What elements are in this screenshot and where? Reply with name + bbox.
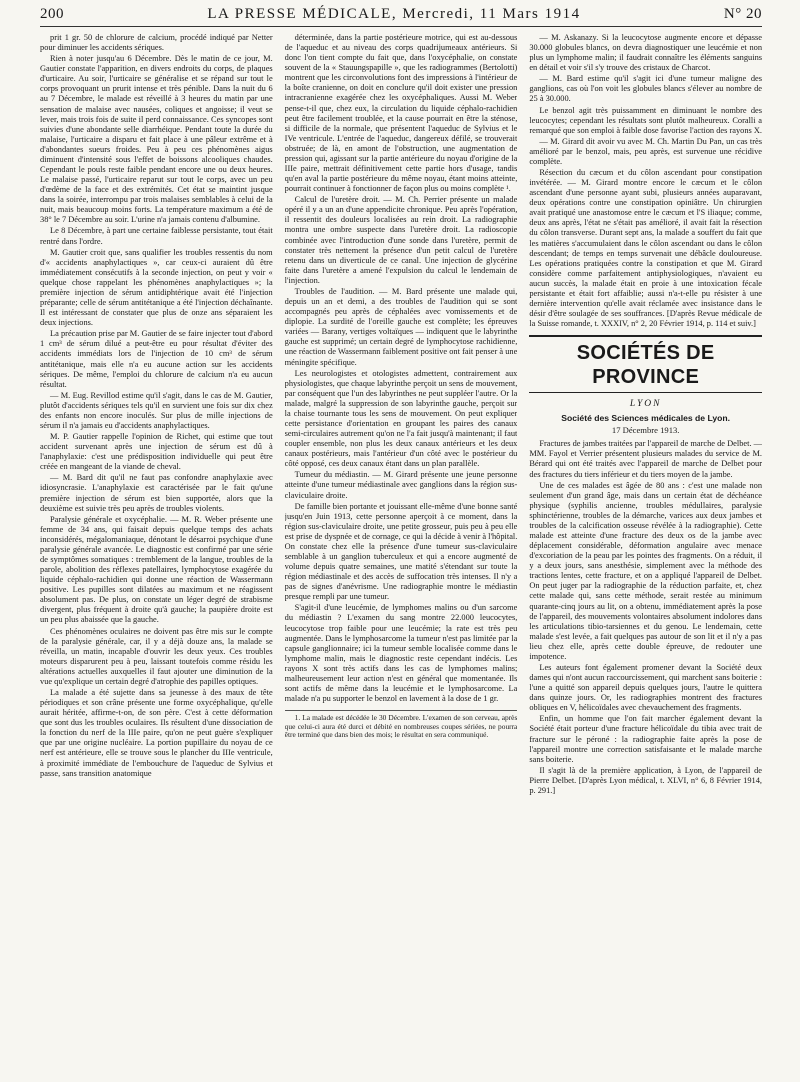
paragraph: Il s'agit là de la première application, à Lyon, de l'appareil de Pierre Delbet. [D'après Lyon médical, t. XLVI, n° 6, 8 Février 1914, p. 291.]: [529, 765, 763, 795]
paragraph: Résection du cæcum et du côlon ascendant pour constipation invétérée. — M. Girard montre encore le cæcum et le côlon ascendant d'une personne ayant subi, plusieurs années auparavant, deux opérations contre une constipation opiniâtre. Un chirurgien avait pratiqué une anastomose entre le cæcum et l'S iliaque; comme, deux ans après, l'état ne s'était pas amélioré, il avait fait la résection du côlon transverse. Durant sept ans, la malade a souffert du fait que les matières s'accumulaient dans le côlon ascendant ou dans le côlon descendant; de temps en temps survenait une débâcle douloureuse. Les opérations pratiquées contre la constipation et que M. Girard considère comme parfaitement antiphysiologiques, n'avaient eu aucun succès, la malade était en proie à une intoxication fécale persistante et était fort affaiblie; aussi n'a-t-elle pu résister à une dernière intervention qu'elle avait réclamée avec insistance dans le désir d'être soulagée de ses souffrances. [D'après Revue médicale de la Suisse romande, t. XXXIV, n° 2, 20 Février 1914, p. 114 et suiv.]: [529, 168, 763, 329]
paragraph: — M. Bard dit qu'il ne faut pas confondre anaphylaxie avec idiosyncrasie. L'anaphylaxie est caractérisée par le fait qu'une première injection de sérum est bien supportée, alors que la deuxième est suivie très peu après de troubles violents.: [40, 473, 273, 513]
page-number: 200: [40, 6, 64, 22]
paragraph: Le benzol agit très puissamment en diminuant le nombre des leucocytes; cependant les résultats sont plutôt malheureux. Coralli a remarqué que son emploi à faible dose favorise l'action des rayons X.: [529, 105, 763, 135]
section-city: LYON: [629, 399, 662, 410]
paragraph: La malade a été sujette dans sa jeunesse à des maux de tête périodiques et son crâne présente une forme oxycéphalique, qu'elle aurait héritée, affirme-t-on, de son père. C'est à cette déformation que sont dus les troubles oculaires. Ils résultent d'une dissociation de la fonction du nerf de la IIIe paire, qu'on ne peut guère s'expliquer que par une origine nucléaire. La portion pupillaire du noyau de ce nerf est antérieure, elle se trouve sous le plancher du IIIe ventricule, à proximité immédiate de l'embouchure de l'aqueduc de Sylvius et passe, sans transition anatomique: [40, 688, 273, 778]
paragraph: M. P. Gautier rappelle l'opinion de Richet, qui estime que tout accident survenant après une injection de sérum est dû à l'anaphylaxie: c'est une prédisposition individuelle qui peut être créée en mangeant de la viande de cheval.: [40, 432, 273, 472]
section-heading: SOCIÉTÉS DE PROVINCE: [529, 335, 762, 393]
paragraph: Tumeur du médiastin. — M. Girard présente une jeune personne atteinte d'une tumeur médiastinale avec ganglions dans la région sus-claviculaire droite.: [284, 470, 518, 500]
journal-title: LA PRESSE MÉDICALE, Mercredi, 11 Mars 1914: [207, 6, 581, 22]
paragraph: Enfin, un homme que l'on fait marcher également devant la Société était porteur d'une fracture hélicoïdale du tibia avec trait de fracture sur le péroné : la radiographie faite après la pose de l'appareil montre une correction satisfaisante et le malade marche sans boiterie.: [529, 714, 763, 764]
paragraph: Fractures de jambes traitées par l'appareil de marche de Delbet. — MM. Fayol et Verrier présentent plusieurs malades du service de M. Bérard qui ont été traités avec l'appareil de marche de Delbet pour des fractures du tiers inférieur et du tiers moyen de la jambe.: [529, 439, 763, 479]
paragraph: — M. Eug. Revillod estime qu'il s'agit, dans le cas de M. Gautier, plutôt d'accidents sériques tels qu'il en survient une fois sur dix chez des enfants non encore inoculés. Sur plus de mille injections de sérum il n'a jamais eu d'accidents anaphylactiques.: [40, 390, 273, 430]
paragraph: Ces phénomènes oculaires ne doivent pas être mis sur le compte de la paralysie générale, car, il y a déjà douze ans, la malade se réveilla, un matin, incapable d'ouvrir les deux yeux. Ces troubles moteurs disparurent peu à peu, laissant toutefois comme résidu les altérations actuelles auxquelles il faut ajouter une diminution de la vue qu'explique un certain degré d'atrophie des papilles optiques.: [40, 626, 273, 686]
society-name: Société des Sciences médicales de Lyon.: [561, 412, 731, 423]
column-3: [529, 33, 762, 1073]
issue-number: N° 20: [723, 6, 762, 22]
paragraph: déterminée, dans la partie postérieure motrice, qui est au-dessous de l'aqueduc et au niveau des corps quadrijumeaux antérieurs. Si donc l'on tient compte du fait que, dans l'oxycéphalie, on constate souvent de la « Stauungspapille », que les radiogrammes (Bertolotti) montrent que les circonvolutions font des impressions à l'intérieur de la boîte cranienne, on doit en conclure qu'il doit exister une pression intracranienne exagérée chez les oxycéphaliques. Aussi M. Weber pense-t-il que, chez eux, la circulation du liquide céphalo-rachidien peut être facilement troublée, et la cause pourrait en être la sténose, si difficile de la normale, que présentent l'aqueduc de Sylvius et le IVe ventricule. L'entrée de l'aqueduc, dangereux défilé, se trouverait obstruée; de là, en amont de l'obstruction, une augmentation de pression qui, agissant sur la partie antérieure du noyau d'origine de la IIIe paire, mettrait définitivement cette partie hors d'usage, tandis qu'en aval la partie postérieure du même noyau, étant moins atteinte, pourrait continuer à fonctionner de façon plus ou moins complète ¹.: [284, 33, 518, 194]
footnote: [285, 710, 518, 740]
paragraph: Le 8 Décembre, à part une certaine faiblesse persistante, tout était rentré dans l'ordre.: [40, 226, 273, 246]
paragraph: Troubles de l'audition. — M. Bard présente une malade qui, depuis un an et demi, a des troubles de l'audition qui se sont accompagnés peu après de céphalées avec vomissements et de diplopie. La surdité de l'oreille gauche est complète; les épreuves variées — Barany, vertiges voltaïques — indiquent que le labyrinthe gauche est supprimé; un certain degré de lymphocytose rachidienne, une réaction de Wassermann faiblement positive ont fait penser à une méningite spécifique.: [284, 286, 518, 367]
column-2: [285, 33, 518, 1073]
paragraph: — M. Girard dit avoir vu avec M. Ch. Martin Du Pan, un cas très amélioré par le benzol, mais, peu après, est survenue une récidive complète.: [529, 136, 763, 166]
paragraph: La précaution prise par M. Gautier de se faire injecter tout d'abord 1 cm³ de sérum dilué a peut-être eu pour résultat d'éviter des accidents immédiats lors de l'injection de 10 cm³ de sérum antitétanique, mais elle n'a eu aucune action sur les accidents sériques. De même, l'emploi du chlorure de calcium n'a eu aucun résultat.: [40, 329, 273, 389]
paragraph: De famille bien portante et jouissant elle-même d'une bonne santé jusqu'en Juin 1913, cette personne aperçoit à ce moment, dans la région sus-claviculaire droite, une petite grosseur, puis peu à peu elle est prise de dyspnée et de cornage, ce qui la décide à venir à l'hôpital. On constate chez elle la présence d'une tumeur sus-claviculaire semblable à un ganglion tuberculeux et qui a encore augmenté de volume depuis quatre semaines, une matité s'étendant sur toute la région médiastinale et des accès de suffocation très intenses. Il n'y a pas de signes d'anévrisme. Une radiographie montre le médiastin presque rempli par une tumeur.: [284, 501, 518, 602]
paragraph: Une de ces malades est âgée de 80 ans : c'est une malade non seulement d'un grand âge, mais dans un certain état de déchéance physique (syphilis ancienne, troubles médullaires, paralysie sphinctérienne, troubles de la démarche, varices aux deux jambes et troubles de la calcification osseuse révélée à la radiographie). Cette malade est atteinte d'une fracture des deux os de la jambe avec déplacement considérable, déformation angulaire avec menace d'excoriation de la peau par les pointes des fragments. On a réduit, il y a deux jours, sans anesthésie, simplement avec la méthode des tractions lentes, cette fracture, et on a appliqué l'appareil de Delbet. On peut juger par la radiographie de la réduction parfaite, et, chez cette malade qui, sans cette méthode, serait restée au minimum quarante-cinq jours au lit, on a obtenu, immédiatement après la pose de l'appareil, des mouvements volontaires absolument indolores dans les articulations tibio-tarsiennes et du genou. Le lendemain, cette malade s'est levée, a fait quelques pas autour de son lit et il n'y a pas lieu chez elle, après cette double épreuve, de redouter une impotence.: [529, 480, 763, 661]
paragraph: — M. Askanazy. Si la leucocytose augmente encore et dépasse 30.000 globules blancs, on devra diagnostiquer une leucémie et non plus un lymphome malin; il faudrait connaître les éléments sanguins en détail et voir s'il s'y trouve des cristaux de Charcot.: [529, 33, 763, 73]
paragraph: Calcul de l'uretère droit. — M. Ch. Perrier présente un malade opéré il y a un an d'une appendicite chronique. Peu après l'opération, il ressentit des douleurs localisées au rein droit. La radiographie montra une ombre suspecte dans l'uretère droit. La radioscopie combinée avec l'introduction d'une sonde dans l'uretère, permit de constater très nettement la présence d'un petit calcul de l'uretère retenu dans un diverticule de ce canal. Une injection de glycérine faite dans l'uretère a amené l'expulsion du calcul le lendemain de l'injection.: [284, 195, 518, 285]
meeting-date: 17 Décembre 1913.: [611, 424, 680, 435]
paragraph: S'agit-il d'une leucémie, de lymphomes malins ou d'un sarcome du médiastin ? L'examen du sang montre 22.000 leucocytes, leucocytose trop faible pour une leucémie; la rate est très peu augmentée. Dans le lymphosarcome la tumeur n'est pas limitée par la capsule ganglionnaire; ici la tumeur semble localisée comme dans le lymphome malin, mais le diagnostic reste cependant indécis. Les rayons X sont très actifs dans les cas de lymphomes malins; malheureusement leur action n'est en général que momentanée. Ils sont actifs de même dans la leucémie et le lymphosarcome. La malade n'a pu supporter le benzol en lavement à la dose de 1 gr.: [284, 603, 518, 704]
paragraph: Les auteurs font également promener devant la Société deux dames qui n'ont aucun raccourcissement, qui marchent sans boiterie : l'une a quitté son appareil depuis quelques jours, l'autre le quittera dans quinze jours. Or, les radiographies montrent des fractures obliques en V, hélicoïdales avec chevauchement des fragments.: [529, 663, 763, 713]
paragraph: Paralysie générale et oxycéphalie. — M. R. Weber présente une femme de 34 ans, qui faisait depuis quelque temps des achats inconsidérés, mégalomaniaque, dénotant le désarroi psychique d'une paralysie générale avancée. Le diagnostic est confirmé par une série de symptômes somatiques : tremblement de la langue, troubles de la parole, abolition des réflexes patellaires, lymphocytose exagérée du liquide céphalo-rachidien qui donne une réaction de Wassermann positive. Les pupilles sont dilatées au maximum et ne réagissent absolument pas. De plus, on constate un léger degré de strabisme divergent, plus fréquent à droite qu'à gauche; la paupière droite est un peu plus abaissée que la gauche.: [40, 514, 273, 625]
column-1: [40, 33, 273, 1073]
paragraph: M. Gautier croit que, sans qualifier les troubles ressentis du nom d'« accidents anaphylactiques », car ceux-ci auraient dû être immédiatement consécutifs à la seconde injection, on peut y voir « quelque chose rappelant les phénomènes anaphylactiques »; la première injection de sérum antidiphtérique avait été l'injection préparante; celle de sérum antitétanique a été l'injection déchaînante. Il est intéressant de constater que plus de onze ans séparaient les deux injections.: [40, 247, 273, 328]
paragraph: Rien à noter jusqu'au 6 Décembre. Dès le matin de ce jour, M. Gautier constate l'apparition, en divers endroits du corps, de plaques d'urticaire. Au soir, l'urticaire se généralise et se répand sur tout le corps provoquant un prurit intense et très pénible. Dans la nuit du 6 au 7 Décembre, le malade est réveillé à 3 heures du matin par une sensation de malaise avec nausées, coliques et angoisse; il veut se lever, mais trois fois de suite il perd connaissance. Ces syncopes sont suivies d'une abondante selle diarrhéique. Pendant toute la durée du malaise, l'urticaire a disparu et fait place à une pâleur extrême et à d'abondantes sueurs froides. Peu à peu ces phénomènes aigus diminuent d'intensité sous l'effet de boissons alcooliques chaudes. Cependant le pouls reste faible pendant encore une ou deux heures. Le malaise passé, l'urticaire reparut sur tout le corps, avec un peu d'œdème de la face et des extrémités. Cet état se maintint jusque dans la soirée, interrompu par trois malaises semblables à celui de la nuit, mais beaucoup moins forts. La température maximum a été de 38° le 7 Décembre au soir. L'urine n'a jamais contenu d'albumine.: [40, 54, 273, 225]
footnote-text: 1. La malade est décédée le 30 Décembre. L'examen de son cerveau, après que celui-ci aura été durci et débité en nombreuses coupes sériées, ne pourra être terminé que dans bien des mois; le résultat en sera communiqué.: [284, 713, 518, 740]
paragraph: Les neurologistes et otologistes admettent, contrairement aux physiologistes, que chaque labyrinthe perçoit un sens de mouvement, par conséquent que l'un des labyrinthes ne peut suppléer l'autre. Or la malade, malgré la suppression de son labyrinthe gauche, perçoit sur la chaise tournante tous les sens de mouvement. On peut expliquer cette persistance d'orientation en groupant les paires des canaux semi-circulaires autrement qu'on ne l'a fait jusqu'à maintenant; il faut coupler ensemble, non plus les deux canaux antérieurs et les deux canaux postérieurs, mais l'antérieur d'un côté avec le postérieur du côté opposé, ces deux canaux étant dans un plan parallèle.: [284, 368, 518, 469]
columns: [40, 33, 762, 1073]
paragraph: prit 1 gr. 50 de chlorure de calcium, procédé indiqué par Netter pour diminuer les accidents sériques.: [40, 33, 273, 53]
paragraph: — M. Bard estime qu'il s'agit ici d'une tumeur maligne des ganglions, cas où l'on voit les globules blancs s'élever au nombre de 25 à 30.000.: [529, 74, 763, 104]
page-header: [40, 6, 762, 27]
